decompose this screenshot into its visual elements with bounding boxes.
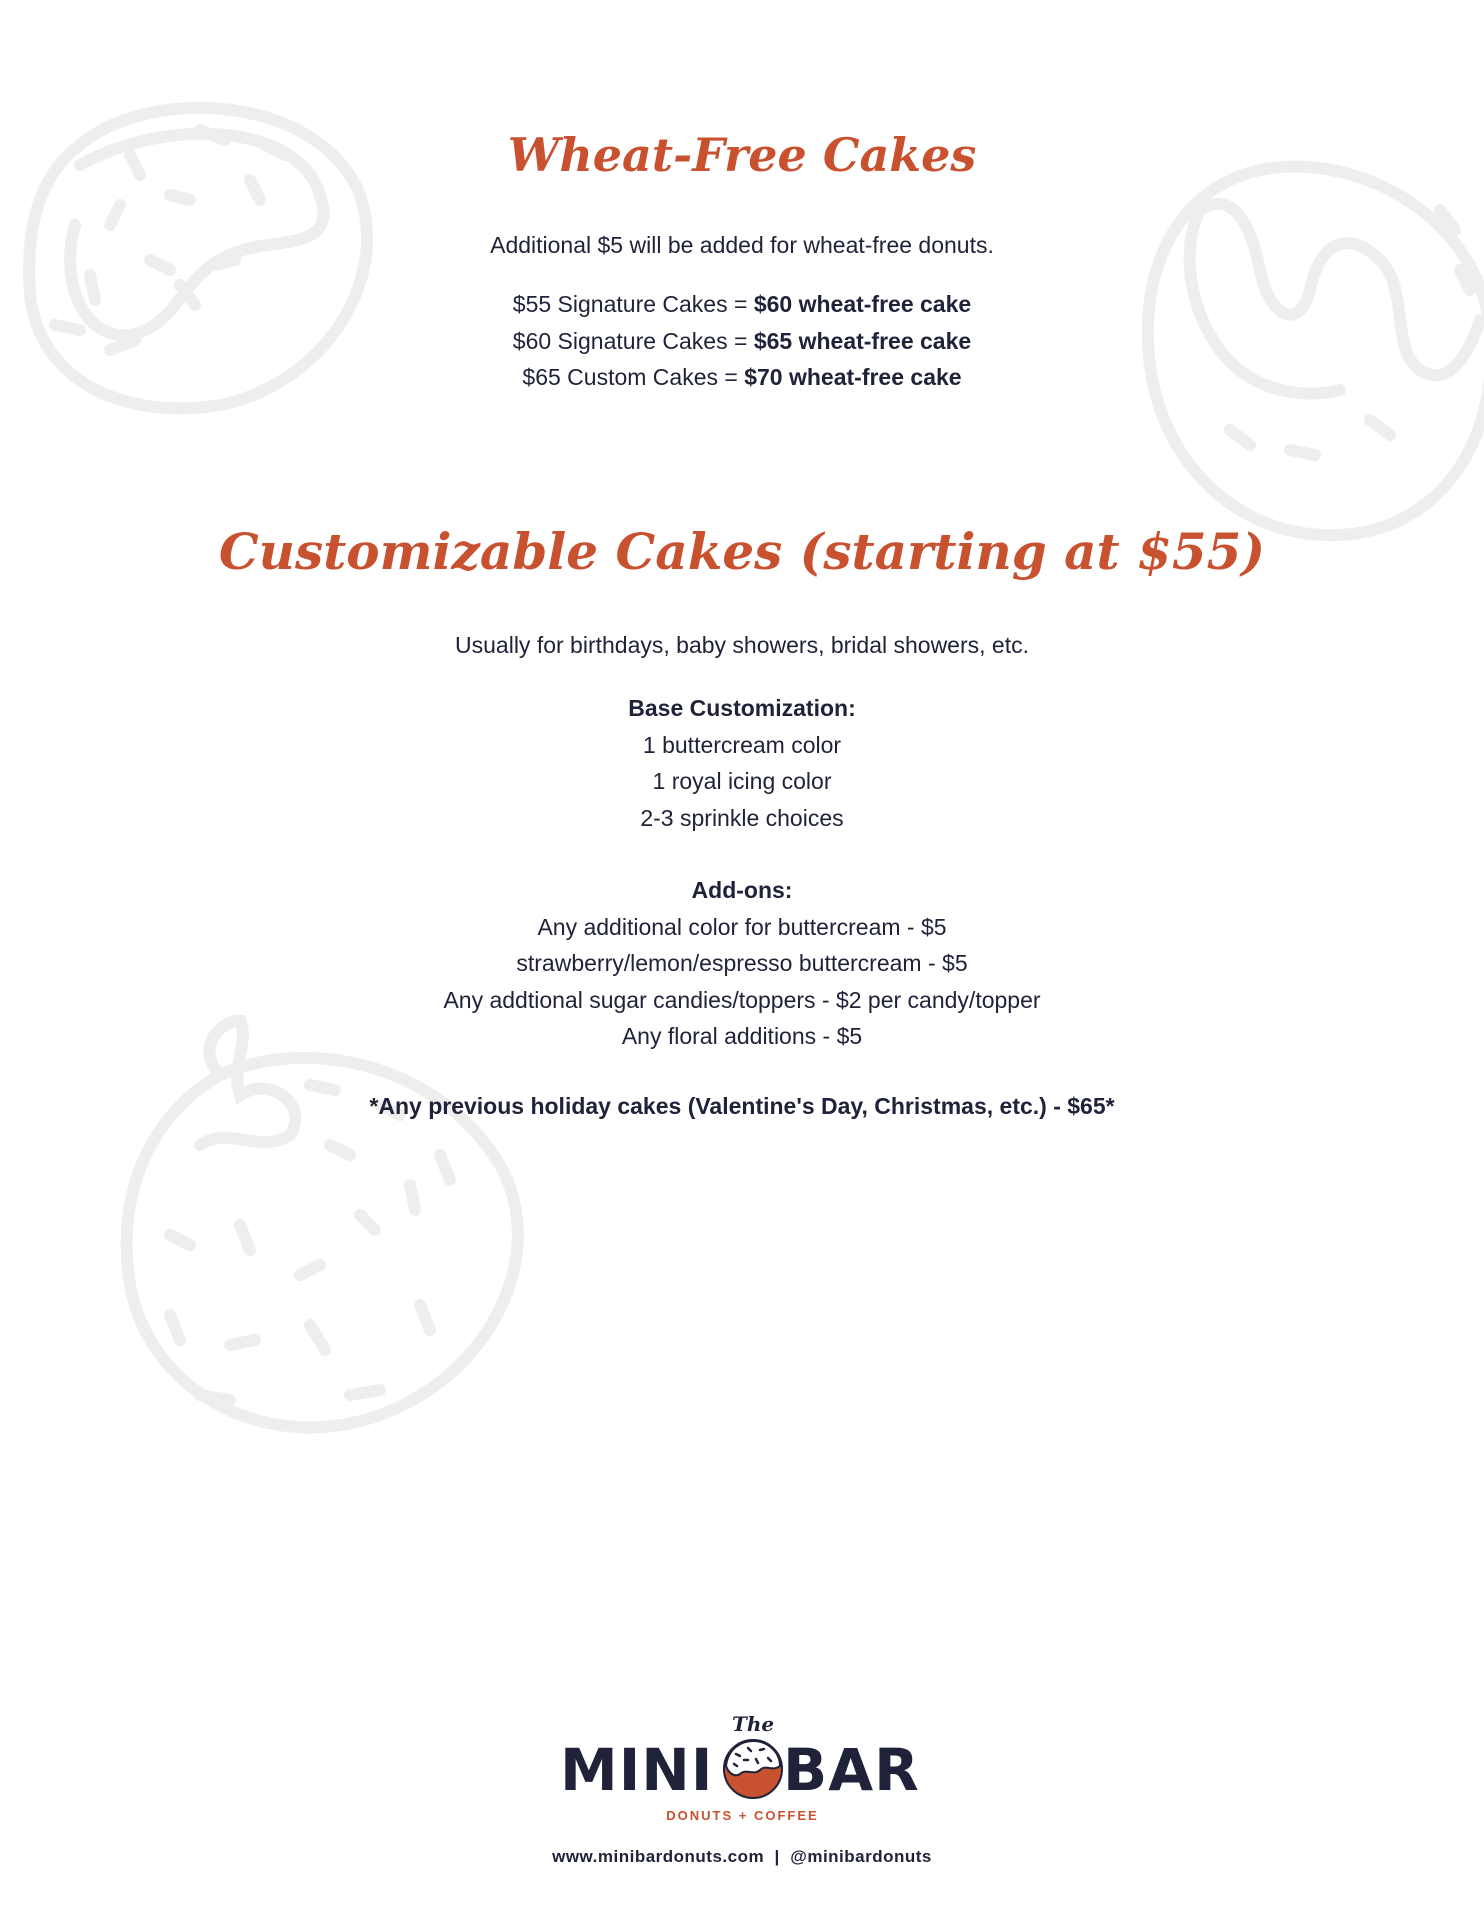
addon-item: Any additional color for buttercream - $5 — [537, 914, 947, 940]
logo-tagline: DONUTS + COFFEE — [666, 1808, 819, 1823]
wheat-free-note: Additional $5 will be added for wheat-free donuts. — [490, 232, 994, 258]
addon-item: strawberry/lemon/espresso buttercream - $5 — [516, 950, 968, 976]
logo-the-text: The — [732, 1712, 775, 1736]
logo-bar-text: BAR — [783, 1736, 920, 1804]
logo-mini-text: MINI — [560, 1736, 714, 1804]
footer-contact: www.minibardonuts.com | @minibardonuts — [552, 1847, 932, 1866]
base-item: 1 royal icing color — [652, 768, 832, 794]
price-result: $70 wheat-free cake — [744, 364, 962, 390]
price-base: $55 Signature Cakes = — [512, 291, 754, 317]
donut-illustration-middle-left — [110, 1015, 530, 1435]
wheat-free-price-line — [0, 328, 1484, 355]
donut-icon — [722, 1738, 784, 1800]
addons-heading: Add-ons: — [691, 877, 793, 903]
addon-item: Any addtional sugar candies/toppers - $2 per candy/topper — [443, 987, 1041, 1013]
holiday-note: *Any previous holiday cakes (Valentine's Day, Christmas, etc.) - $65* — [369, 1093, 1115, 1119]
price-base: $65 Custom Cakes = — [522, 364, 745, 390]
minibar-logo — [560, 1712, 925, 1832]
price-base: $60 Signature Cakes = — [512, 328, 754, 354]
base-item: 2-3 sprinkle choices — [640, 805, 844, 831]
wheat-free-heading: Wheat-Free Cakes — [507, 128, 977, 182]
customizable-heading: Customizable Cakes (starting at $55) — [218, 522, 1266, 581]
customizable-subtitle: Usually for birthdays, baby showers, bridal showers, etc. — [455, 632, 1029, 658]
price-result: $65 wheat-free cake — [753, 328, 972, 354]
price-result: $60 wheat-free cake — [753, 291, 972, 317]
addon-item: Any floral additions - $5 — [621, 1023, 863, 1049]
wheat-free-price-line — [0, 364, 1484, 391]
base-customization-heading: Base Customization: — [628, 695, 856, 721]
wheat-free-price-line — [0, 291, 1484, 318]
base-item: 1 buttercream color — [642, 732, 842, 758]
